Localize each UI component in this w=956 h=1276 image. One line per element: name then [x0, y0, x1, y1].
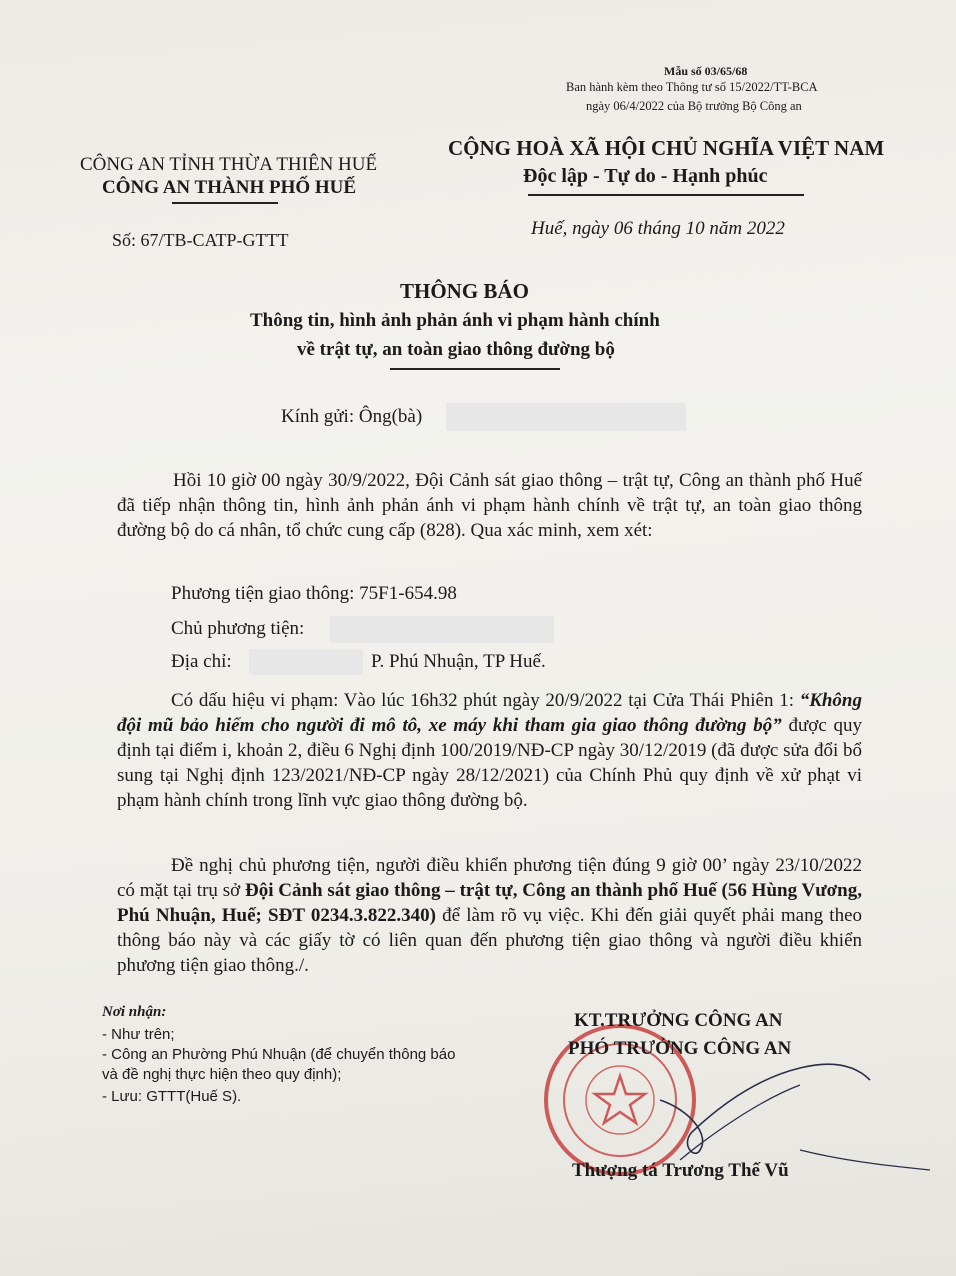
signer-name: Thượng tá Trương Thế Vũ [572, 1160, 789, 1181]
request-instructions: để làm rõ vụ việc. Khi đến giải quyết phải mang theo thông báo này và các giấy tờ có liên quan đến phương tiện giao thông và người điều khiển phương tiện giao thông./. [117, 905, 862, 976]
recipient-item: - Công an Phường Phú Nhuận (để chuyển thông báo [102, 1046, 456, 1063]
issued-by-line-2: ngày 06/4/2022 của Bộ trưởng Bộ Công an [586, 99, 802, 113]
document-date: Huế, ngày 06 tháng 10 năm 2022 [531, 218, 785, 239]
address-rest: P. Phú Nhuận, TP Huế. [371, 651, 546, 672]
recipient-item: - Lưu: GTTT(Huế S). [102, 1088, 242, 1105]
issuing-organization: CÔNG AN THÀNH PHỐ HUẾ [102, 177, 357, 198]
request-location: Đội Cảnh sát giao thông – trật tự, Công an thành phố Huế (56 Hùng Vương, Phú Nhuận, Huế; SĐT 0234.3.822.340) [117, 880, 862, 926]
national-motto: Độc lập - Tự do - Hạnh phúc [523, 165, 768, 187]
request-intro: Đề nghị chủ phương tiện, người điều khiển phương tiện đúng 9 giờ 00’ ngày 23/10/2022 có mặt tại trụ sở [117, 855, 862, 901]
issued-by-line-1: Ban hành kèm theo Thông tư số 15/2022/TT-BCA [566, 80, 818, 94]
paragraph-request [117, 853, 862, 978]
national-title: CỘNG HOÀ XÃ HỘI CHỦ NGHĨA VIỆT NAM [448, 136, 885, 160]
redacted-owner [330, 616, 554, 643]
owner-line: Chủ phương tiện: [171, 618, 305, 639]
document-title: THÔNG BÁO [400, 279, 529, 303]
document-number: Số: 67/TB-CATP-GTTT [112, 230, 289, 250]
organization-underline [172, 202, 278, 204]
redacted-name [446, 403, 686, 431]
paragraph-violation [117, 688, 862, 813]
vehicle-line: Phương tiện giao thông: 75F1-654.98 [171, 583, 457, 604]
signature-title-1: KT.TRƯỞNG CÔNG AN [574, 1010, 783, 1031]
recipients-heading: Nơi nhận: [102, 1004, 167, 1020]
violation-intro: Có dấu hiệu vi phạm: Vào lúc 16h32 phút ngày 20/9/2022 tại Cửa Thái Phiên 1: [171, 690, 800, 711]
recipient-item: và đề nghị thực hiện theo quy định); [102, 1066, 342, 1083]
violation-legal-basis: được quy định tại điểm i, khoản 2, điều 6 Nghị định 100/2019/NĐ-CP ngày 30/12/2019 (đã được sửa đổi bổ sung tại Nghị định 123/2021/NĐ-CP ngày 28/12/2021) của Chính Phủ quy định về xử phạt vi phạm hành chính trong lĩnh vực giao thông đường bộ. [117, 715, 863, 811]
motto-underline [528, 194, 804, 196]
redacted-address [249, 649, 363, 675]
paragraph-reception: Hồi 10 giờ 00 ngày 30/9/2022, Đội Cảnh sát giao thông – trật tự, Công an thành phố Huế đã tiếp nhận thông tin, hình ảnh phản ánh vi phạm hành chính về trật tự, an toàn giao thông đường bộ do cá nhân, tổ chức cung cấp (828). Qua xác minh, xem xét: [117, 470, 862, 541]
subtitle-underline [390, 368, 560, 370]
parent-organization: CÔNG AN TỈNH THỪA THIÊN HUẾ [80, 154, 378, 175]
recipient-item: - Như trên; [102, 1026, 175, 1043]
document-subtitle-2: về trật tự, an toàn giao thông đường bộ [297, 339, 615, 360]
signature-title-2: PHÓ TRƯỞNG CÔNG AN [568, 1038, 792, 1059]
address-label: Địa chỉ: [171, 651, 232, 672]
violation-description: “Không đội mũ bảo hiểm cho người đi mô tô, xe máy khi tham gia giao thông đường bộ” [117, 690, 862, 736]
salutation: Kính gửi: Ông(bà) [281, 406, 423, 427]
form-number: Mẫu số 03/65/68 [664, 64, 748, 78]
handwritten-signature-icon [640, 1040, 940, 1180]
document-subtitle-1: Thông tin, hình ảnh phản ánh vi phạm hành chính [250, 310, 660, 331]
